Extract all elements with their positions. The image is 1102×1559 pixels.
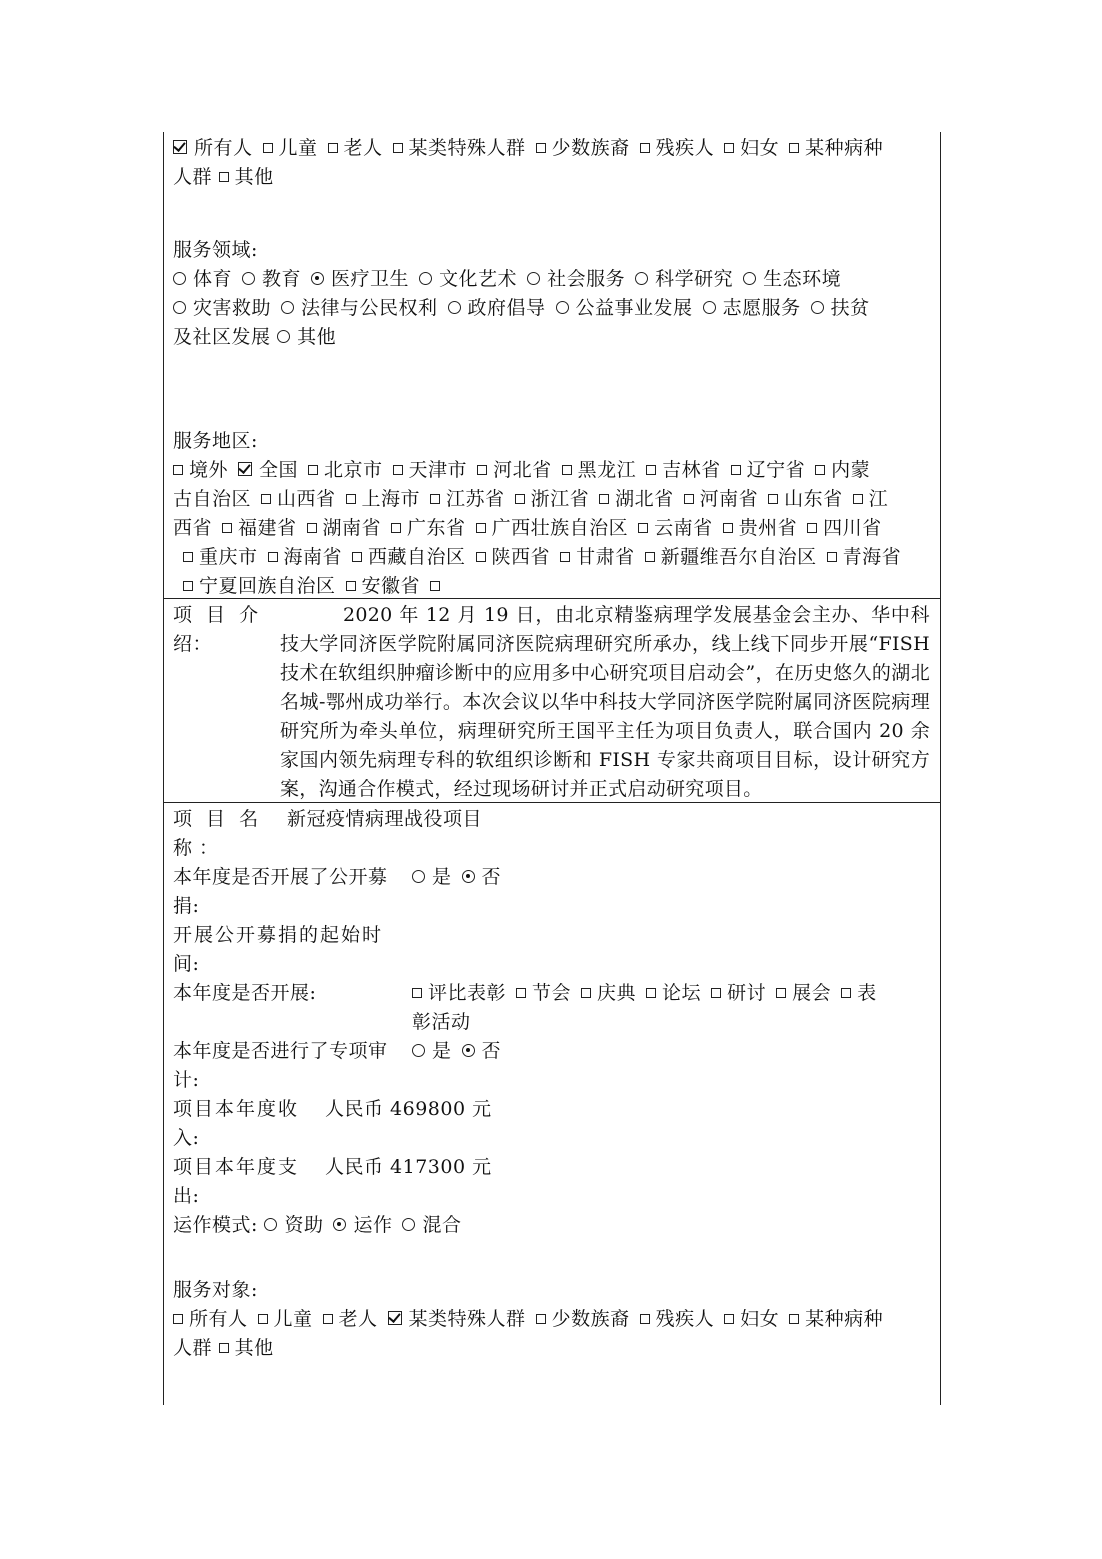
option[interactable] <box>776 982 831 1004</box>
option-label: 贵州省 <box>738 517 798 539</box>
checkbox-empty-icon[interactable] <box>560 552 570 562</box>
radio-empty-icon[interactable] <box>635 272 648 285</box>
option-label: 体育 <box>193 268 233 290</box>
targets-line-2-prefix: 人群 <box>173 166 213 188</box>
option-label: 西省 <box>173 517 213 539</box>
audit-label-2: 计: <box>173 1069 200 1091</box>
checkbox-empty-icon[interactable] <box>476 552 486 562</box>
option[interactable] <box>562 459 637 481</box>
project-name-value: 新冠疫情病理战役项目 <box>287 808 483 830</box>
option-label: 表 <box>857 982 877 1004</box>
checkbox-empty-icon[interactable] <box>412 988 422 998</box>
option[interactable] <box>448 297 546 319</box>
radio-empty-icon[interactable] <box>173 272 186 285</box>
option[interactable] <box>462 866 502 888</box>
option[interactable] <box>811 297 870 319</box>
checkbox-empty-icon[interactable] <box>352 552 362 562</box>
option[interactable] <box>731 459 806 481</box>
checkbox-empty-icon[interactable] <box>183 581 193 591</box>
project-targets-line-2-options <box>219 1337 274 1359</box>
option-label: 医疗卫生 <box>331 268 410 290</box>
option[interactable] <box>638 517 713 539</box>
radio-empty-icon[interactable] <box>527 272 540 285</box>
option-label: 陕西省 <box>491 546 551 568</box>
checkbox-empty-icon[interactable] <box>393 465 403 475</box>
checkbox-empty-icon[interactable] <box>581 988 591 998</box>
option-label: 福建省 <box>238 517 297 539</box>
option-label: 广西壮族自治区 <box>491 517 629 539</box>
option[interactable] <box>412 982 506 1004</box>
radio-empty-icon[interactable] <box>281 301 294 314</box>
option[interactable] <box>173 297 271 319</box>
option[interactable] <box>476 546 551 568</box>
option[interactable] <box>268 546 343 568</box>
income-label-2: 入: <box>173 1127 200 1149</box>
option-label: 其他 <box>297 326 337 348</box>
option-label: 是 <box>432 1040 452 1062</box>
checkbox-empty-icon[interactable] <box>768 494 778 504</box>
radio-empty-icon[interactable] <box>402 1218 415 1231</box>
region-line-4 <box>173 543 901 572</box>
option-label: 江苏省 <box>446 488 505 510</box>
option[interactable] <box>238 459 298 481</box>
option[interactable] <box>515 488 590 510</box>
radio-empty-icon[interactable] <box>556 301 569 314</box>
option-label: 老人 <box>343 137 383 159</box>
option[interactable] <box>477 459 552 481</box>
option[interactable] <box>476 517 629 539</box>
option[interactable] <box>263 137 318 159</box>
events-label: 本年度是否开展: <box>173 982 317 1004</box>
option-label: 否 <box>481 866 502 888</box>
checkbox-empty-icon[interactable] <box>268 552 278 562</box>
project-targets-line-2 <box>173 1334 274 1363</box>
project-name-label-2: 称 ： <box>173 837 219 859</box>
domain-line-3-options <box>277 326 336 348</box>
option-label: 展会 <box>792 982 832 1004</box>
operation-mode-label: 运作模式: <box>173 1214 258 1236</box>
option-label: 山东省 <box>784 488 843 510</box>
checkbox-empty-icon[interactable] <box>724 143 734 153</box>
option[interactable] <box>807 517 882 539</box>
option-label: 残疾人 <box>655 1308 715 1330</box>
option-label: 全国 <box>259 459 299 481</box>
option-label: 江 <box>868 488 889 510</box>
option-label: 少数族裔 <box>551 1308 630 1330</box>
option[interactable] <box>311 268 409 290</box>
radio-empty-icon[interactable] <box>264 1218 277 1231</box>
option-label: 妇女 <box>740 137 780 159</box>
fundraise-label-1: 本年度是否开展了公开募 <box>173 866 388 888</box>
option-label: 安徽省 <box>361 575 421 597</box>
checkbox-empty-icon[interactable] <box>393 143 403 153</box>
expense-value: 人民币 417300 元 <box>325 1156 492 1178</box>
option-label: 山西省 <box>277 488 336 510</box>
option[interactable] <box>173 459 228 481</box>
project-targets-line-1 <box>173 1305 883 1334</box>
option-label: 科学研究 <box>655 268 734 290</box>
start-time-label-2: 间: <box>173 953 200 975</box>
option[interactable] <box>536 137 630 159</box>
option[interactable] <box>640 1308 715 1330</box>
checkbox-empty-icon[interactable] <box>430 581 440 591</box>
option[interactable] <box>462 1040 502 1062</box>
checkbox-empty-icon[interactable] <box>219 172 229 182</box>
audit-options <box>412 1037 501 1066</box>
checkbox-empty-icon[interactable] <box>646 988 656 998</box>
option-label: 宁夏回族自治区 <box>199 575 336 597</box>
checkbox-empty-icon[interactable] <box>476 523 486 533</box>
option-label: 境外 <box>189 459 229 481</box>
option[interactable] <box>346 488 421 510</box>
option-label: 论坛 <box>662 982 702 1004</box>
option[interactable] <box>183 575 336 597</box>
checkbox-checked-icon[interactable] <box>173 140 187 154</box>
events-line-2: 彰活动 <box>412 1011 471 1033</box>
checkbox-empty-icon[interactable] <box>263 143 273 153</box>
checkbox-empty-icon[interactable] <box>536 143 546 153</box>
targets-line-2 <box>173 163 274 192</box>
option[interactable] <box>645 546 817 568</box>
option-label: 妇女 <box>740 1308 780 1330</box>
option[interactable] <box>724 137 779 159</box>
option[interactable] <box>581 982 636 1004</box>
option[interactable] <box>307 517 382 539</box>
checkbox-empty-icon[interactable] <box>711 988 721 998</box>
events-line-1 <box>412 979 877 1008</box>
option[interactable] <box>419 268 517 290</box>
option-label: 新疆维吾尔自治区 <box>660 546 817 568</box>
radio-empty-icon[interactable] <box>811 301 824 314</box>
option-label: 否 <box>481 1040 502 1062</box>
expense-label-2: 出: <box>173 1185 200 1207</box>
option-label: 甘肃省 <box>576 546 635 568</box>
fundraise-options <box>412 863 501 892</box>
option[interactable] <box>711 982 766 1004</box>
option[interactable] <box>789 1308 883 1330</box>
option-label: 上海市 <box>361 488 421 510</box>
radio-empty-icon[interactable] <box>412 1044 425 1057</box>
option-label: 少数族裔 <box>551 137 630 159</box>
option-label: 古自治区 <box>173 488 252 510</box>
radio-empty-icon[interactable] <box>412 870 425 883</box>
option[interactable] <box>173 1308 248 1330</box>
option-label: 湖北省 <box>615 488 674 510</box>
option-label: 浙江省 <box>530 488 590 510</box>
checkbox-empty-icon[interactable] <box>684 494 694 504</box>
option-label: 庆典 <box>597 982 637 1004</box>
checkbox-checked-icon[interactable] <box>238 462 252 476</box>
option-label: 灾害救助 <box>193 297 272 319</box>
radio-empty-icon[interactable] <box>419 272 432 285</box>
option-label: 所有人 <box>189 1308 248 1330</box>
radio-selected-icon[interactable] <box>311 272 324 285</box>
option-label: 公益事业发展 <box>575 297 693 319</box>
option[interactable] <box>703 297 801 319</box>
checkbox-empty-icon[interactable] <box>827 552 837 562</box>
checkbox-empty-icon[interactable] <box>646 465 656 475</box>
option[interactable] <box>789 137 883 159</box>
checkbox-empty-icon[interactable] <box>516 988 526 998</box>
option-label: 研讨 <box>727 982 767 1004</box>
income-label-1: 项目本年度收 <box>173 1098 300 1120</box>
option[interactable] <box>723 517 798 539</box>
option[interactable] <box>393 459 468 481</box>
radio-empty-icon[interactable] <box>277 330 290 343</box>
option[interactable] <box>328 137 383 159</box>
option-label: 黑龙江 <box>577 459 637 481</box>
option-label: 是 <box>432 866 452 888</box>
option[interactable] <box>393 137 526 159</box>
option[interactable] <box>640 137 715 159</box>
project-name-label-1: 项 目 名 <box>173 808 263 830</box>
targets-line-2-options <box>219 166 274 188</box>
checkbox-empty-icon[interactable] <box>323 1314 333 1324</box>
option-label: 儿童 <box>273 1308 313 1330</box>
start-time-label-1: 开展公开募捐的起始时 <box>173 924 384 946</box>
option[interactable] <box>560 546 635 568</box>
checkbox-empty-icon[interactable] <box>173 1314 183 1324</box>
checkbox-checked-icon[interactable] <box>388 1311 402 1325</box>
option-label: 某种病种 <box>805 137 884 159</box>
option[interactable] <box>333 1214 392 1236</box>
option-label: 云南省 <box>654 517 713 539</box>
region-line-2 <box>173 485 888 514</box>
checkbox-empty-icon[interactable] <box>640 143 650 153</box>
checkbox-empty-icon[interactable] <box>258 1314 268 1324</box>
option[interactable] <box>599 488 674 510</box>
checkbox-empty-icon[interactable] <box>219 1343 229 1353</box>
option[interactable] <box>346 575 421 597</box>
option-label: 扶贫 <box>830 297 870 319</box>
option[interactable] <box>635 268 733 290</box>
option-label: 所有人 <box>194 137 253 159</box>
option[interactable] <box>391 517 466 539</box>
option-label: 资助 <box>284 1214 324 1236</box>
option-label: 四川省 <box>823 517 882 539</box>
option-label: 节会 <box>532 982 572 1004</box>
option[interactable] <box>281 297 438 319</box>
domain-line-3 <box>173 323 336 352</box>
option-label: 老人 <box>338 1308 378 1330</box>
option[interactable] <box>258 1308 313 1330</box>
option[interactable] <box>853 488 889 510</box>
option[interactable] <box>219 1337 274 1359</box>
region-line-3 <box>173 514 882 543</box>
checkbox-empty-icon[interactable] <box>815 465 825 475</box>
option-label: 某种病种 <box>805 1308 884 1330</box>
option-label: 内蒙 <box>831 459 871 481</box>
option[interactable] <box>815 459 870 481</box>
option-label: 河北省 <box>493 459 552 481</box>
option-label: 法律与公民权利 <box>301 297 438 319</box>
checkbox-empty-icon[interactable] <box>173 465 183 475</box>
option-label: 海南省 <box>283 546 343 568</box>
checkbox-empty-icon[interactable] <box>724 1314 734 1324</box>
option-label: 志愿服务 <box>722 297 801 319</box>
option-label: 重庆市 <box>199 546 258 568</box>
checkbox-empty-icon[interactable] <box>638 523 648 533</box>
income-value: 人民币 469800 元 <box>325 1098 492 1120</box>
checkbox-empty-icon[interactable] <box>789 1314 799 1324</box>
domain-line-2 <box>173 294 870 323</box>
region-line-5 <box>173 572 446 601</box>
domain-line-1 <box>173 265 841 294</box>
checkbox-empty-icon[interactable] <box>328 143 338 153</box>
checkbox-empty-icon[interactable] <box>841 988 851 998</box>
option-label: 吉林省 <box>662 459 721 481</box>
radio-empty-icon[interactable] <box>173 301 186 314</box>
option-label: 其他 <box>234 1337 274 1359</box>
region-line-1 <box>173 456 870 485</box>
checkbox-empty-icon[interactable] <box>853 494 863 504</box>
option[interactable] <box>556 297 693 319</box>
option[interactable] <box>412 866 452 888</box>
option[interactable] <box>261 488 336 510</box>
intro-label-line-2: 绍： <box>173 633 213 655</box>
checkbox-empty-icon[interactable] <box>307 523 317 533</box>
option[interactable] <box>173 268 232 290</box>
service-domain-label: 服务领域: <box>173 239 258 261</box>
checkbox-empty-icon[interactable] <box>222 523 232 533</box>
checkbox-empty-icon[interactable] <box>515 494 525 504</box>
option-label: 青海省 <box>842 546 902 568</box>
option-label: 评比表彰 <box>428 982 507 1004</box>
option[interactable] <box>402 1214 461 1236</box>
option-label: 生态环境 <box>763 268 842 290</box>
checkbox-empty-icon[interactable] <box>430 494 440 504</box>
option[interactable] <box>323 1308 378 1330</box>
option-label: 残疾人 <box>655 137 715 159</box>
option-label: 文化艺术 <box>439 268 518 290</box>
option-label: 天津市 <box>408 459 468 481</box>
option[interactable] <box>277 326 336 348</box>
option[interactable] <box>412 1040 452 1062</box>
checkbox-empty-icon[interactable] <box>346 494 356 504</box>
option[interactable] <box>183 546 258 568</box>
checkbox-empty-icon[interactable] <box>562 465 572 475</box>
radio-empty-icon[interactable] <box>242 272 255 285</box>
radio-empty-icon[interactable] <box>703 301 716 314</box>
checkbox-empty-icon[interactable] <box>645 552 655 562</box>
option[interactable] <box>684 488 759 510</box>
option[interactable] <box>430 488 505 510</box>
audit-label-1: 本年度是否进行了专项审 <box>173 1040 388 1062</box>
option[interactable] <box>242 268 301 290</box>
checkbox-empty-icon[interactable] <box>183 552 193 562</box>
checkbox-empty-icon[interactable] <box>477 465 487 475</box>
checkbox-empty-icon[interactable] <box>789 143 799 153</box>
checkbox-empty-icon[interactable] <box>776 988 786 998</box>
option-label: 混合 <box>422 1214 462 1236</box>
checkbox-empty-icon[interactable] <box>391 523 401 533</box>
operation-mode <box>173 1211 462 1240</box>
intro-text: 2020 年 12 月 19 日，由北京精鉴病理学发展基金会主办、华中科技大学同济医学院附属同济医院病理研究所承办，线上线下同步开展“FISH 技术在软组织肿瘤诊断中的应用多中心研究项目启动会”，在历史悠久的湖北名城-鄂州成功举行。本次会议以华中科技大学同济医学院附属同济医院病理研究所为牵头单位，病理研究所王国平主任为项目负责人，联合国内 20 余家国内领先病理专科的软组织诊断和 FISH 专家共商项目目标，设计研究方案，沟通合作模式，经过现场研讨并正式启动研究项目。 <box>280 604 930 800</box>
checkbox-empty-icon[interactable] <box>308 465 318 475</box>
option-label: 北京市 <box>324 459 383 481</box>
service-region-label: 服务地区: <box>173 430 258 452</box>
option[interactable] <box>724 1308 779 1330</box>
radio-selected-icon[interactable] <box>333 1218 346 1231</box>
option[interactable] <box>841 982 877 1004</box>
option-label: 儿童 <box>278 137 318 159</box>
option[interactable] <box>219 166 274 188</box>
option-label: 教育 <box>262 268 302 290</box>
option[interactable] <box>388 1308 526 1330</box>
option[interactable] <box>264 1214 323 1236</box>
fundraise-label-2: 捐: <box>173 895 200 917</box>
operation-mode-options <box>264 1214 461 1236</box>
targets-line-1 <box>173 134 883 163</box>
option[interactable] <box>222 517 297 539</box>
option[interactable] <box>173 137 253 159</box>
option[interactable] <box>743 268 841 290</box>
option-label: 其他 <box>234 166 274 188</box>
project-targets-line-2-prefix: 人群 <box>173 1337 213 1359</box>
checkbox-empty-icon[interactable] <box>723 523 733 533</box>
option-label: 社会服务 <box>547 268 626 290</box>
option[interactable] <box>516 982 571 1004</box>
checkbox-empty-icon[interactable] <box>807 523 817 533</box>
checkbox-empty-icon[interactable] <box>599 494 609 504</box>
radio-selected-icon[interactable] <box>462 1044 475 1057</box>
domain-line-3-prefix: 及社区发展 <box>173 326 271 348</box>
option[interactable] <box>430 575 446 597</box>
project-targets-label: 服务对象: <box>173 1279 258 1301</box>
option-label: 辽宁省 <box>746 459 806 481</box>
option[interactable] <box>646 459 721 481</box>
expense-label-1: 项目本年度支 <box>173 1156 300 1178</box>
checkbox-empty-icon[interactable] <box>346 581 356 591</box>
radio-empty-icon[interactable] <box>448 301 461 314</box>
radio-empty-icon[interactable] <box>743 272 756 285</box>
option[interactable] <box>646 982 701 1004</box>
radio-selected-icon[interactable] <box>462 870 475 883</box>
option-label: 某类特殊人群 <box>408 1308 526 1330</box>
option-label: 某类特殊人群 <box>408 137 526 159</box>
option-label: 湖南省 <box>322 517 382 539</box>
option[interactable] <box>352 546 466 568</box>
option-label: 运作 <box>353 1214 393 1236</box>
checkbox-empty-icon[interactable] <box>536 1314 546 1324</box>
checkbox-empty-icon[interactable] <box>640 1314 650 1324</box>
option-label: 政府倡导 <box>467 297 546 319</box>
option[interactable] <box>827 546 902 568</box>
checkbox-empty-icon[interactable] <box>261 494 271 504</box>
option[interactable] <box>768 488 843 510</box>
intro-label-line-1: 项 目 介 <box>173 604 263 626</box>
option-label: 西藏自治区 <box>368 546 466 568</box>
option[interactable] <box>527 268 625 290</box>
option[interactable] <box>536 1308 630 1330</box>
option-label: 广东省 <box>407 517 466 539</box>
option[interactable] <box>308 459 383 481</box>
checkbox-empty-icon[interactable] <box>731 465 741 475</box>
option-label: 河南省 <box>699 488 759 510</box>
